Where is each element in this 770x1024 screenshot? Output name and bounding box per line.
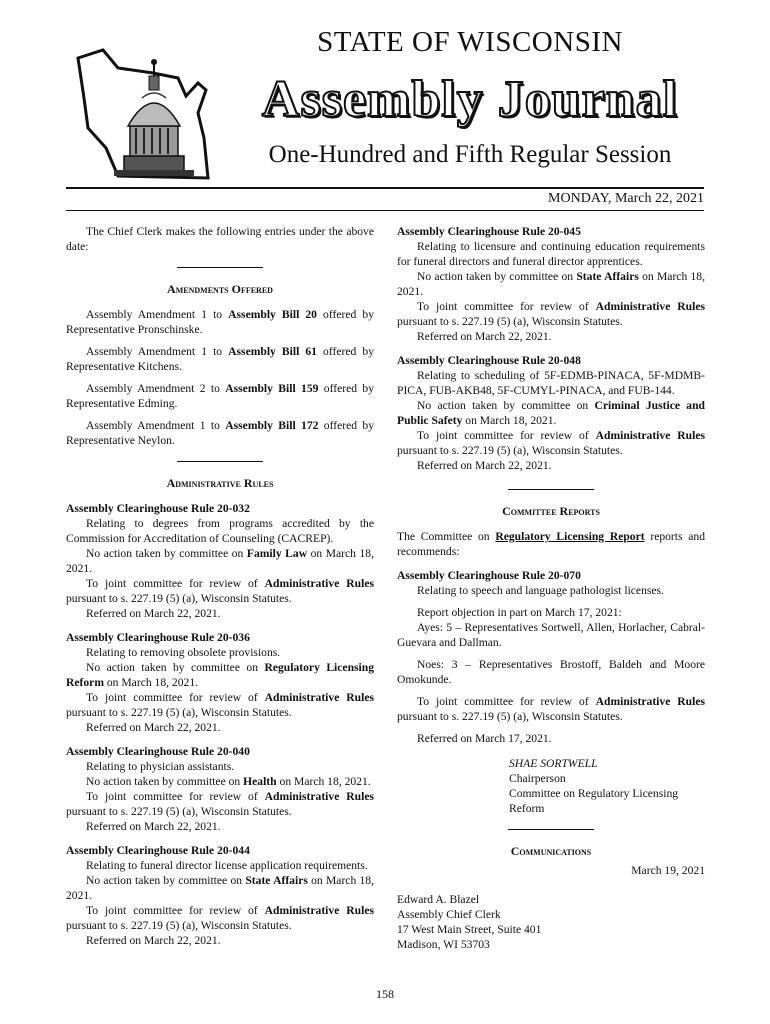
rule-relating: Relating to degrees from programs accredited by the Commission for Accreditation of Counseling (CACREP). [66,517,374,545]
report-relating: Relating to speech and language pathologist licenses. [417,584,664,597]
rule-action: No action taken by committee on Criminal Justice and Public Safety on March 18, 2021. [397,399,705,427]
section-divider [508,829,594,830]
rule-relating: Relating to licensure and continuing education requirements for funeral directors and funeral director apprentices. [397,240,705,268]
committee-intro: The Committee on Regulatory Licensing Report reports and recommends: [397,530,705,558]
amendment-entry: Assembly Amendment 1 to Assembly Bill 20 offered by Representative Pronschinske. [66,308,374,336]
rule-review: To joint committee for review of Administrative Rules pursuant to s. 227.19 (5) (a), Wisconsin Statutes. [66,790,374,818]
rule-title: Assembly Clearinghouse Rule 20-048 [397,354,581,367]
rule-action: No action taken by committee on Health on March 18, 2021. [86,775,371,788]
report-referred: Referred on March 17, 2021. [417,732,552,745]
address-line: Assembly Chief Clerk [397,908,501,921]
rule-title: Assembly Clearinghouse Rule 20-032 [66,502,250,515]
rule-review: To joint committee for review of Administrative Rules pursuant to s. 227.19 (5) (a), Wisconsin Statutes. [397,429,705,457]
rule-referred: Referred on March 22, 2021. [417,330,552,343]
rule-entry [397,353,705,473]
wisconsin-capitol-logo [58,28,228,198]
amendment-entry: Assembly Amendment 1 to Assembly Bill 172 offered by Representative Neylon. [66,419,374,447]
report-objection: Report objection in part on March 17, 2021: [417,606,622,619]
left-column [66,224,374,948]
report-noes: Noes: 3 – Representatives Brostoff, Baldeh and Moore Omokunde. [397,658,705,686]
committee-reports-heading: Committee Reports [502,504,600,518]
header-rule-bottom [66,210,704,211]
rule-entry [66,744,374,834]
rule-entry [397,224,705,344]
rule-action: No action taken by committee on Family Law on March 18, 2021. [66,547,374,575]
masthead [0,0,770,200]
amendment-entry: Assembly Amendment 1 to Assembly Bill 61 offered by Representative Kitchens. [66,345,374,373]
header-rule-top [66,187,704,189]
signature-committee: Reform [509,802,545,815]
rule-relating: Relating to removing obsolete provisions. [86,646,281,659]
signature-title: Chairperson [509,772,566,785]
signature-committee: Committee on Regulatory Licensing [509,787,679,800]
rule-review: To joint committee for review of Administrative Rules pursuant to s. 227.19 (5) (a), Wisconsin Statutes. [66,691,374,719]
amendment-entry: Assembly Amendment 2 to Assembly Bill 159 offered by Representative Edming. [66,382,374,410]
signature-block [509,756,705,816]
section-divider [508,489,594,490]
rules-heading: Administrative Rules [166,476,274,490]
section-divider [177,267,263,268]
rule-review: To joint committee for review of Administrative Rules pursuant to s. 227.19 (5) (a), Wisconsin Statutes. [66,904,374,932]
rule-title: Assembly Clearinghouse Rule 20-044 [66,844,250,857]
amendments-heading: Amendments Offered [167,282,273,296]
rule-action: No action taken by committee on Regulatory Licensing Reform on March 18, 2021. [66,661,374,689]
report-title: Assembly Clearinghouse Rule 20-070 [397,569,581,582]
rule-title: Assembly Clearinghouse Rule 20-040 [66,745,250,758]
signature-name: SHAE SORTWELL [509,757,598,770]
address-line: 17 West Main Street, Suite 401 [397,923,542,936]
report-review: To joint committee for review of Administrative Rules pursuant to s. 227.19 (5) (a), Wisconsin Statutes. [397,695,705,723]
rule-referred: Referred on March 22, 2021. [86,934,221,947]
address-line: Edward A. Blazel [397,893,480,906]
intro-text: The Chief Clerk makes the following entries under the above date: [66,225,374,253]
rule-action: No action taken by committee on State Affairs on March 18, 2021. [397,270,706,298]
rule-referred: Referred on March 22, 2021. [86,607,221,620]
rule-referred: Referred on March 22, 2021. [417,459,552,472]
rule-title: Assembly Clearinghouse Rule 20-036 [66,631,250,644]
rule-entry [66,843,374,948]
report-ayes: Ayes: 5 – Representatives Sortwell, Allen, Horlacher, Cabral-Guevara and Dallman. [397,621,705,649]
rule-entry [66,630,374,735]
rule-relating: Relating to funeral director license application requirements. [86,859,368,872]
rule-review: To joint committee for review of Administrative Rules pursuant to s. 227.19 (5) (a), Wisconsin Statutes. [397,300,705,328]
section-divider [177,461,263,462]
rule-title: Assembly Clearinghouse Rule 20-045 [397,225,581,238]
rule-relating: Relating to scheduling of 5F-EDMB-PINACA, 5F-MDMB-PICA, FUB-AKB48, 5F-CUMYL-PINACA, and FUB-144. [397,369,705,397]
session-title: One-Hundred and Fifth Regular Session [268,141,672,168]
communication-date: March 19, 2021 [631,864,705,877]
rule-referred: Referred on March 22, 2021. [86,721,221,734]
rule-relating: Relating to physician assistants. [86,760,235,773]
rule-review: To joint committee for review of Administrative Rules pursuant to s. 227.19 (5) (a), Wisconsin Statutes. [66,577,374,605]
journal-date: MONDAY, March 22, 2021 [548,191,704,206]
rule-referred: Referred on March 22, 2021. [86,820,221,833]
journal-title: Assembly Journal [261,71,679,128]
rule-entry [66,501,374,621]
address-line: Madison, WI 53703 [397,938,490,951]
communications-heading: Communications [510,844,592,858]
page-number: 158 [376,987,394,1001]
rule-action: No action taken by committee on State Affairs on March 18, 2021. [66,874,375,902]
state-title: STATE OF WISCONSIN [317,26,623,58]
right-column [397,224,705,952]
